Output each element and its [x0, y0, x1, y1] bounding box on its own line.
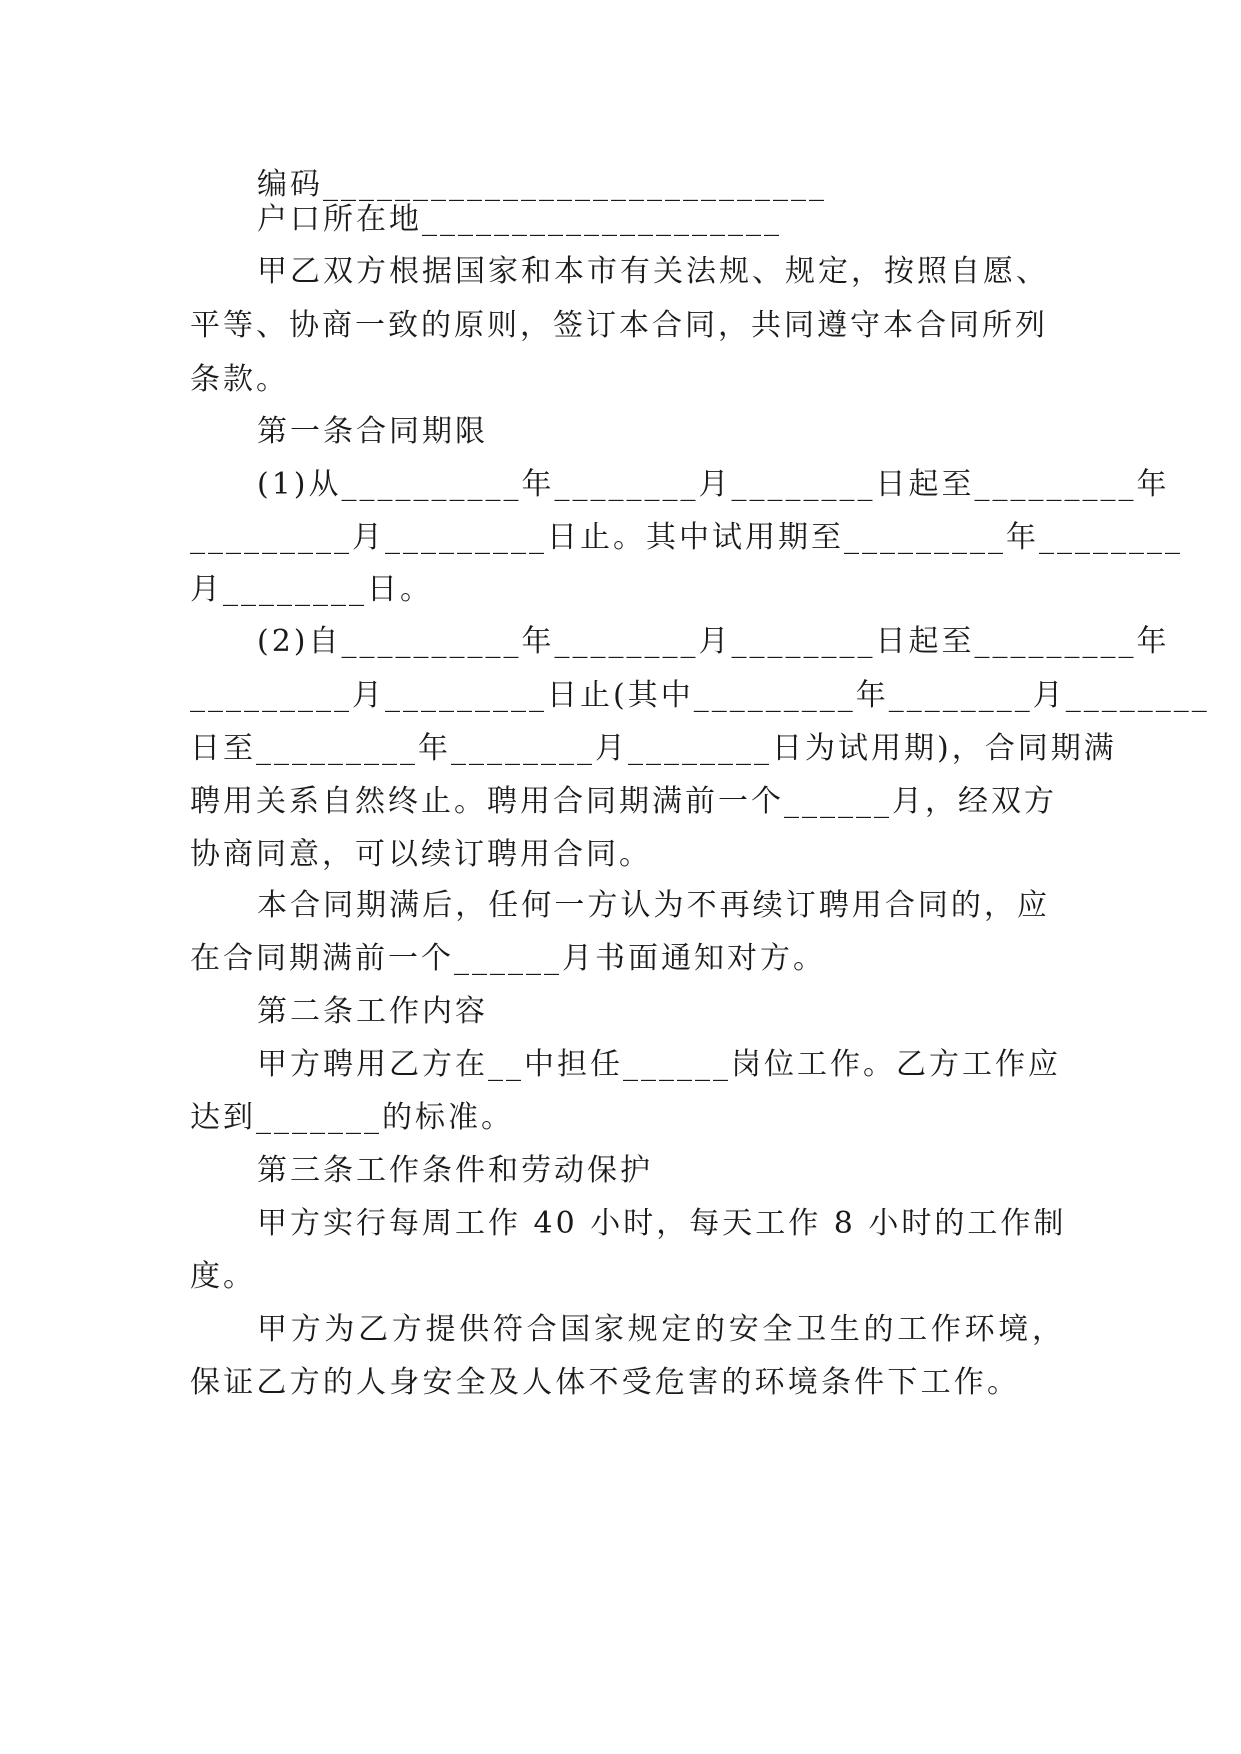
- article-3-line-2: 度。: [190, 1259, 256, 1294]
- article-1-item-2-line-3: 日至_________年________月________日为试用期)，合同期满: [190, 731, 1117, 766]
- article-1-heading: 第一条合同期限: [257, 414, 488, 449]
- preamble-line-3: 条款。: [190, 362, 289, 397]
- renewal-notice-line-2: 在合同期满前一个______月书面通知对方。: [190, 941, 826, 976]
- article-3-heading: 第三条工作条件和劳动保护: [257, 1153, 653, 1188]
- article-1-item-2-line-5: 协商同意，可以续订聘用合同。: [190, 837, 652, 872]
- article-3-line-3: 甲方为乙方提供符合国家规定的安全卫生的工作环境，: [257, 1312, 1065, 1347]
- article-1-item-2-line-2: _________月_________日止(其中_________年________月________: [190, 678, 1210, 713]
- article-3-line-4: 保证乙方的人身安全及人体不受危害的环境条件下工作。: [190, 1365, 1020, 1400]
- field-household-registration: 户口所在地____________________: [257, 202, 782, 237]
- article-2-heading: 第二条工作内容: [257, 994, 488, 1029]
- article-1-item-2-line-4: 聘用关系自然终止。聘用合同期满前一个______月，经双方: [190, 784, 1057, 819]
- article-3-line-1: 甲方实行每周工作 40 小时，每天工作 8 小时的工作制: [257, 1206, 1067, 1241]
- preamble-line-1: 甲乙双方根据国家和本市有关法规、规定，按照自愿、: [257, 254, 1049, 289]
- article-2-line-2: 达到_______的标准。: [190, 1100, 514, 1135]
- article-1-item-1-line-1: (1)从__________年________月________日起至_________年: [257, 467, 1170, 502]
- article-1-item-2-line-1: (2)自__________年________月________日起至_________年: [257, 624, 1170, 659]
- field-code: 编码____________________________: [257, 167, 827, 202]
- article-1-item-1-line-3: 月________日。: [190, 572, 433, 607]
- renewal-notice-line-1: 本合同期满后，任何一方认为不再续订聘用合同的，应: [257, 888, 1050, 923]
- preamble-line-2: 平等、协商一致的原则，签订本合同，共同遵守本合同所列: [190, 308, 1048, 343]
- article-2-line-1: 甲方聘用乙方在__中担任______岗位工作。乙方工作应: [257, 1047, 1061, 1082]
- article-1-item-1-line-2: _________月_________日止。其中试用期至_________年________: [190, 520, 1183, 555]
